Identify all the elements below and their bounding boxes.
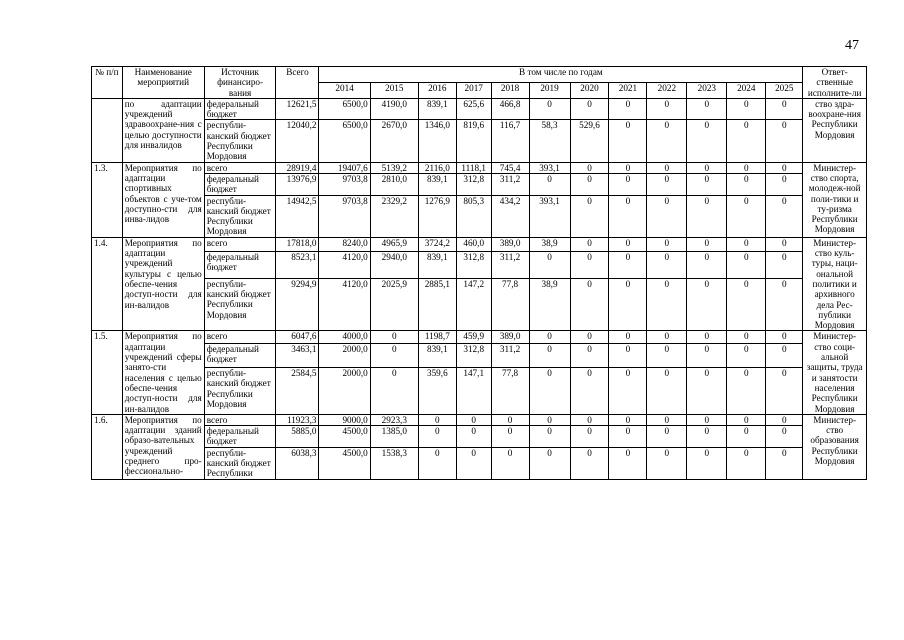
year-value: 0 (609, 251, 647, 278)
year-value: 77,8 (491, 367, 529, 414)
header-year: 2015 (370, 82, 418, 98)
year-value: 0 (418, 414, 456, 425)
table-row (92, 173, 867, 195)
year-value: 0 (418, 447, 456, 479)
year-value: 312,8 (456, 173, 491, 195)
year-value: 0 (687, 162, 727, 173)
year-value: 0 (766, 195, 803, 237)
table-header (92, 67, 867, 99)
year-value: 19407,6 (319, 162, 370, 173)
table-row (92, 251, 867, 278)
responsible-executor: Министер-ство куль-туры, наци-ональной политики и архивного дела Рес-публики Мордовия (803, 237, 867, 331)
year-value: 38,9 (529, 278, 570, 331)
item-number: 1.4. (92, 237, 123, 331)
year-value: 393,1 (529, 162, 570, 173)
year-value: 0 (647, 278, 687, 331)
year-value: 77,8 (491, 278, 529, 331)
year-value: 0 (456, 447, 491, 479)
header-year: 2014 (319, 82, 370, 98)
year-value: 0 (418, 426, 456, 448)
year-value: 805,3 (456, 195, 491, 237)
year-value: 0 (687, 251, 727, 278)
header-total: Всего (276, 67, 319, 99)
year-value: 4190,0 (370, 98, 418, 120)
year-value: 0 (727, 414, 766, 425)
year-value: 839,1 (418, 251, 456, 278)
year-value: 0 (609, 173, 647, 195)
header-no: № п/п (92, 67, 123, 99)
year-value: 8240,0 (319, 237, 370, 251)
year-value: 4500,0 (319, 426, 370, 448)
year-value: 1276,9 (418, 195, 456, 237)
year-value: 0 (647, 173, 687, 195)
year-value: 0 (727, 278, 766, 331)
header-year: 2020 (570, 82, 609, 98)
funding-source: федеральный бюджет (204, 173, 276, 195)
year-value: 0 (456, 426, 491, 448)
year-value: 819,6 (456, 120, 491, 162)
year-value: 0 (529, 367, 570, 414)
year-value: 0 (647, 331, 687, 344)
total-value: 9294,9 (276, 278, 319, 331)
year-value: 1118,1 (456, 162, 491, 173)
year-value: 0 (647, 426, 687, 448)
year-value: 0 (727, 343, 766, 367)
year-value: 0 (491, 447, 529, 479)
year-value: 2000,0 (319, 343, 370, 367)
year-value: 2885,1 (418, 278, 456, 331)
funding-source: республи-канский бюджет Республики Мордовия (204, 278, 276, 331)
year-value: 1346,0 (418, 120, 456, 162)
year-value: 6500,0 (319, 98, 370, 120)
total-value: 28919,4 (276, 162, 319, 173)
year-value: 0 (570, 331, 609, 344)
table-row (92, 447, 867, 479)
year-value: 4965,9 (370, 237, 418, 251)
measure-name: Мероприятия по адаптации спортивных объектов с уче-том доступно-сти для инва-лидов (122, 162, 204, 237)
year-value: 0 (647, 367, 687, 414)
year-value: 312,8 (456, 251, 491, 278)
table-row (92, 162, 867, 173)
table-row (92, 426, 867, 448)
year-value: 2025,9 (370, 278, 418, 331)
year-value: 745,4 (491, 162, 529, 173)
year-value: 0 (647, 195, 687, 237)
total-value: 13976,9 (276, 173, 319, 195)
year-value: 0 (609, 343, 647, 367)
year-value: 839,1 (418, 173, 456, 195)
year-value: 0 (647, 447, 687, 479)
year-value: 0 (766, 414, 803, 425)
funding-source: всего (204, 414, 276, 425)
measure-name: Мероприятия по адаптации учреждений сферы занято-сти населения с целью обеспе-чения доступ-ности для ин-валидов (122, 331, 204, 414)
year-value: 1385,0 (370, 426, 418, 448)
year-value: 0 (370, 331, 418, 344)
year-value: 0 (687, 195, 727, 237)
year-value: 0 (727, 173, 766, 195)
table-row (92, 367, 867, 414)
year-value: 312,8 (456, 343, 491, 367)
year-value: 0 (529, 251, 570, 278)
funding-source: всего (204, 331, 276, 344)
table-row (92, 237, 867, 251)
year-value: 4000,0 (319, 331, 370, 344)
funding-source: республи-канский бюджет Республики (204, 447, 276, 479)
table-row (92, 98, 867, 120)
funding-source: федеральный бюджет (204, 426, 276, 448)
header-name: Наименование мероприятий (122, 67, 204, 99)
year-value: 0 (727, 162, 766, 173)
responsible-executor: ство здра-воохране-ния Республики Мордовия (803, 98, 867, 162)
year-value: 0 (687, 447, 727, 479)
year-value: 0 (766, 120, 803, 162)
table-body (92, 98, 867, 479)
year-value: 0 (727, 367, 766, 414)
year-value: 0 (727, 331, 766, 344)
year-value: 0 (456, 414, 491, 425)
year-value: 2670,0 (370, 120, 418, 162)
header-source: Источник финансиро-вания (204, 67, 276, 99)
year-value: 0 (687, 278, 727, 331)
year-value: 359,6 (418, 367, 456, 414)
header-years-group: В том числе по годам (319, 67, 803, 83)
year-value: 0 (609, 237, 647, 251)
year-value: 311,2 (491, 173, 529, 195)
total-value: 14942,5 (276, 195, 319, 237)
year-value: 0 (766, 331, 803, 344)
year-value: 0 (529, 447, 570, 479)
year-value: 625,6 (456, 98, 491, 120)
year-value: 0 (570, 195, 609, 237)
table-row (92, 120, 867, 162)
year-value: 0 (491, 414, 529, 425)
page-number: 47 (845, 38, 859, 53)
item-number: 1.6. (92, 414, 123, 479)
year-value: 0 (687, 343, 727, 367)
year-value: 839,1 (418, 98, 456, 120)
year-value: 9703,8 (319, 195, 370, 237)
funding-table (91, 66, 867, 480)
year-value: 0 (609, 426, 647, 448)
year-value: 0 (766, 447, 803, 479)
funding-source: республи-канский бюджет Республики Мордовия (204, 367, 276, 414)
year-value: 0 (727, 251, 766, 278)
responsible-executor: Министер-ство соци-альной защиты, труда и занятости населения Республики Мордовия (803, 331, 867, 414)
year-value: 0 (570, 237, 609, 251)
year-value: 0 (647, 414, 687, 425)
year-value: 0 (570, 447, 609, 479)
year-value: 311,2 (491, 251, 529, 278)
year-value: 311,2 (491, 343, 529, 367)
funding-source: республи-канский бюджет Республики Мордовия (204, 195, 276, 237)
item-number: 1.3. (92, 162, 123, 237)
responsible-executor: Министер-ство образования Республики Мордовия (803, 414, 867, 479)
year-value: 0 (609, 195, 647, 237)
funding-source: всего (204, 162, 276, 173)
funding-source: федеральный бюджет (204, 251, 276, 278)
year-value: 2810,0 (370, 173, 418, 195)
year-value: 0 (687, 367, 727, 414)
year-value: 2923,3 (370, 414, 418, 425)
year-value: 0 (529, 426, 570, 448)
year-value: 0 (609, 367, 647, 414)
year-value: 0 (647, 251, 687, 278)
year-value: 3724,2 (418, 237, 456, 251)
total-value: 5885,0 (276, 426, 319, 448)
year-value: 2116,0 (418, 162, 456, 173)
year-value: 0 (766, 162, 803, 173)
header-year: 2016 (418, 82, 456, 98)
total-value: 6038,3 (276, 447, 319, 479)
year-value: 0 (529, 331, 570, 344)
header-year: 2019 (529, 82, 570, 98)
year-value: 0 (766, 426, 803, 448)
year-value: 0 (570, 173, 609, 195)
year-value: 0 (687, 173, 727, 195)
year-value: 389,0 (491, 237, 529, 251)
year-value: 4500,0 (319, 447, 370, 479)
year-value: 0 (727, 120, 766, 162)
year-value: 0 (609, 447, 647, 479)
year-value: 0 (529, 98, 570, 120)
year-value: 9000,0 (319, 414, 370, 425)
year-value: 459,9 (456, 331, 491, 344)
year-value: 1538,3 (370, 447, 418, 479)
year-value: 0 (727, 98, 766, 120)
year-value: 393,1 (529, 195, 570, 237)
year-value: 434,2 (491, 195, 529, 237)
total-value: 17818,0 (276, 237, 319, 251)
year-value: 0 (529, 343, 570, 367)
year-value: 0 (529, 173, 570, 195)
year-value: 0 (727, 447, 766, 479)
year-value: 38,9 (529, 237, 570, 251)
header-year: 2021 (609, 82, 647, 98)
year-value: 0 (647, 343, 687, 367)
year-value: 2940,0 (370, 251, 418, 278)
year-value: 147,1 (456, 367, 491, 414)
year-value: 0 (766, 173, 803, 195)
header-year: 2017 (456, 82, 491, 98)
year-value: 58,3 (529, 120, 570, 162)
table-row (92, 343, 867, 367)
header-year: 2024 (727, 82, 766, 98)
year-value: 0 (570, 278, 609, 331)
header-year: 2018 (491, 82, 529, 98)
total-value: 8523,1 (276, 251, 319, 278)
year-value: 1198,7 (418, 331, 456, 344)
year-value: 0 (609, 331, 647, 344)
year-value: 0 (766, 367, 803, 414)
year-value: 0 (609, 120, 647, 162)
year-value: 6500,0 (319, 120, 370, 162)
measure-name: Мероприятия по адаптации зданий образо-вательных учреждений среднего про-фессионально- (122, 414, 204, 479)
item-number: 1.5. (92, 331, 123, 414)
year-value: 0 (727, 237, 766, 251)
year-value: 0 (570, 251, 609, 278)
year-value: 0 (609, 98, 647, 120)
total-value: 2584,5 (276, 367, 319, 414)
year-value: 0 (570, 98, 609, 120)
year-value: 116,7 (491, 120, 529, 162)
year-value: 0 (727, 195, 766, 237)
measure-name: по адаптации учреждений здравоохране-ния с целью доступности для инвалидов (122, 98, 204, 162)
year-value: 2000,0 (319, 367, 370, 414)
table-row (92, 278, 867, 331)
year-value: 529,6 (570, 120, 609, 162)
total-value: 3463,1 (276, 343, 319, 367)
item-number (92, 98, 123, 162)
funding-source: всего (204, 237, 276, 251)
year-value: 0 (687, 414, 727, 425)
year-value: 389,0 (491, 331, 529, 344)
year-value: 0 (570, 426, 609, 448)
year-value: 0 (609, 162, 647, 173)
header-year: 2022 (647, 82, 687, 98)
header-responsible: Ответ-ственные исполните-ли (803, 67, 867, 99)
year-value: 0 (647, 120, 687, 162)
year-value: 0 (687, 331, 727, 344)
year-value: 0 (609, 278, 647, 331)
year-value: 0 (491, 426, 529, 448)
year-value: 0 (766, 343, 803, 367)
year-value: 0 (570, 367, 609, 414)
year-value: 0 (647, 237, 687, 251)
year-value: 0 (687, 426, 727, 448)
table-row (92, 414, 867, 425)
header-year: 2025 (766, 82, 803, 98)
year-value: 0 (766, 237, 803, 251)
year-value: 0 (570, 162, 609, 173)
total-value: 6047,6 (276, 331, 319, 344)
total-value: 11923,3 (276, 414, 319, 425)
year-value: 0 (529, 414, 570, 425)
year-value: 0 (766, 251, 803, 278)
year-value: 2329,2 (370, 195, 418, 237)
responsible-executor: Министер-ство спорта, молодеж-ной поли-тики и ту-ризма Республики Мордовия (803, 162, 867, 237)
year-value: 0 (370, 343, 418, 367)
funding-source: федеральный бюджет (204, 98, 276, 120)
year-value: 4120,0 (319, 251, 370, 278)
table-row (92, 195, 867, 237)
year-value: 0 (687, 120, 727, 162)
header-year: 2023 (687, 82, 727, 98)
year-value: 0 (687, 98, 727, 120)
year-value: 0 (609, 414, 647, 425)
total-value: 12621,5 (276, 98, 319, 120)
year-value: 0 (766, 278, 803, 331)
year-value: 0 (570, 343, 609, 367)
year-value: 0 (570, 414, 609, 425)
year-value: 0 (687, 237, 727, 251)
year-value: 460,0 (456, 237, 491, 251)
year-value: 0 (647, 162, 687, 173)
measure-name: Мероприятия по адаптации учреждений культуры с целью обеспе-чения доступ-ности для ин-валидов (122, 237, 204, 331)
funding-source: республи-канский бюджет Республики Мордовия (204, 120, 276, 162)
year-value: 839,1 (418, 343, 456, 367)
year-value: 0 (370, 367, 418, 414)
total-value: 12040,2 (276, 120, 319, 162)
year-value: 0 (727, 426, 766, 448)
year-value: 9703,8 (319, 173, 370, 195)
year-value: 0 (766, 98, 803, 120)
funding-source: федеральный бюджет (204, 343, 276, 367)
year-value: 0 (647, 98, 687, 120)
year-value: 5139,2 (370, 162, 418, 173)
year-value: 147,2 (456, 278, 491, 331)
year-value: 4120,0 (319, 278, 370, 331)
year-value: 466,8 (491, 98, 529, 120)
table-row (92, 331, 867, 344)
